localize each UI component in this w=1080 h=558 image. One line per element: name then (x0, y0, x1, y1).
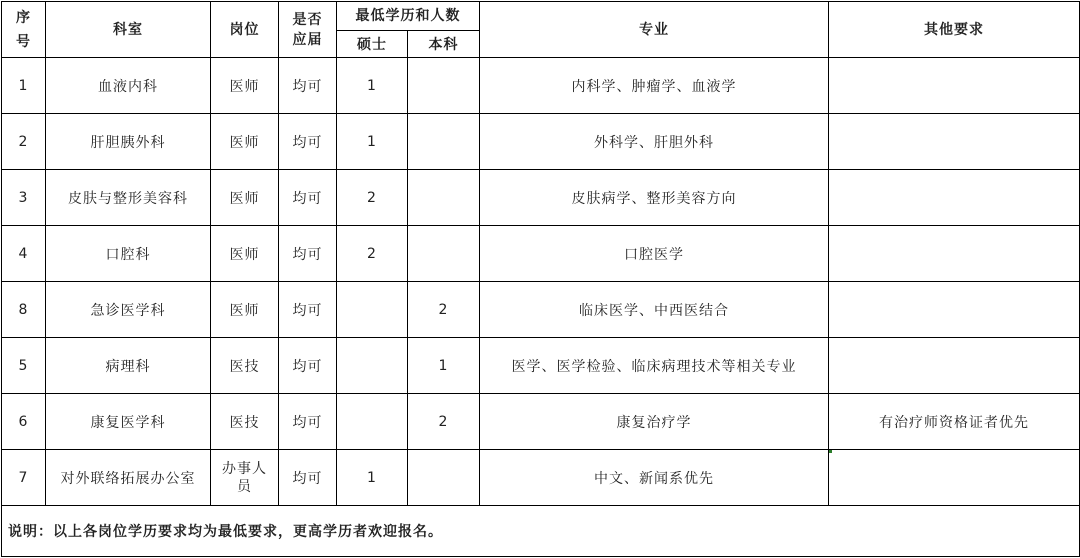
recruitment-table (1, 1, 1080, 557)
cell-fresh: 均可 (279, 338, 337, 394)
table-row (2, 338, 1080, 394)
cell-dept: 急诊医学科 (46, 282, 211, 338)
cell-bachelor: 2 (408, 394, 480, 450)
cell-seq: 6 (2, 394, 46, 450)
cell-fresh: 均可 (279, 170, 337, 226)
cell-seq: 8 (2, 282, 46, 338)
cell-dept: 肝胆胰外科 (46, 114, 211, 170)
cell-post: 医技 (211, 394, 279, 450)
cell-post: 医师 (211, 58, 279, 114)
header-master: 硕士 (337, 31, 408, 58)
cell-fresh: 均可 (279, 58, 337, 114)
cell-bachelor: 2 (408, 282, 480, 338)
cell-dept: 病理科 (46, 338, 211, 394)
table-row (2, 170, 1080, 226)
cell-dept: 血液内科 (46, 58, 211, 114)
header-other: 其他要求 (829, 2, 1080, 58)
cell-dept: 康复医学科 (46, 394, 211, 450)
cell-seq: 2 (2, 114, 46, 170)
header-dept: 科室 (46, 2, 211, 58)
cell-master: 2 (337, 226, 408, 282)
cell-master: 1 (337, 450, 408, 506)
cell-major: 医学、医学检验、临床病理技术等相关专业 (480, 338, 829, 394)
cell-other (829, 282, 1080, 338)
cell-master (337, 338, 408, 394)
cell-master: 1 (337, 58, 408, 114)
header-post: 岗位 (211, 2, 279, 58)
cell-post: 办事人员 (211, 450, 279, 506)
cell-bachelor (408, 226, 480, 282)
cell-bachelor (408, 170, 480, 226)
cell-other (829, 450, 1080, 506)
cell-dept: 对外联络拓展办公室 (46, 450, 211, 506)
table-row (2, 58, 1080, 114)
cell-major: 临床医学、中西医结合 (480, 282, 829, 338)
cell-bachelor (408, 450, 480, 506)
header-bachelor: 本科 (408, 31, 480, 58)
cell-major: 内科学、肿瘤学、血液学 (480, 58, 829, 114)
cell-other (829, 226, 1080, 282)
cell-seq: 5 (2, 338, 46, 394)
cell-bachelor (408, 58, 480, 114)
header-major: 专业 (480, 2, 829, 58)
cell-master (337, 394, 408, 450)
cell-other (829, 58, 1080, 114)
cell-fresh: 均可 (279, 450, 337, 506)
cell-master: 2 (337, 170, 408, 226)
cell-major: 外科学、肝胆外科 (480, 114, 829, 170)
cell-fresh: 均可 (279, 114, 337, 170)
table-row (2, 282, 1080, 338)
cell-post: 医师 (211, 114, 279, 170)
cell-post: 医师 (211, 170, 279, 226)
cell-post: 医技 (211, 338, 279, 394)
header-seq: 序号 (2, 2, 46, 58)
cell-fresh: 均可 (279, 394, 337, 450)
cell-post: 医师 (211, 226, 279, 282)
cell-major: 皮肤病学、整形美容方向 (480, 170, 829, 226)
cell-other: 有治疗师资格证者优先 (829, 394, 1080, 450)
footnote: 说明：以上各岗位学历要求均为最低要求，更高学历者欢迎报名。 (2, 506, 1080, 557)
table-row (2, 450, 1080, 506)
cell-fresh: 均可 (279, 282, 337, 338)
cell-other (829, 170, 1080, 226)
cell-bachelor: 1 (408, 338, 480, 394)
cell-post: 医师 (211, 282, 279, 338)
table-row (2, 394, 1080, 450)
cell-dept: 皮肤与整形美容科 (46, 170, 211, 226)
cell-seq: 3 (2, 170, 46, 226)
table-row (2, 226, 1080, 282)
cell-other (829, 114, 1080, 170)
cell-bachelor (408, 114, 480, 170)
cell-dept: 口腔科 (46, 226, 211, 282)
header-edu-group: 最低学历和人数 (337, 2, 480, 31)
cell-master: 1 (337, 114, 408, 170)
cell-master (337, 282, 408, 338)
cell-seq: 1 (2, 58, 46, 114)
cell-marker (829, 450, 832, 453)
cell-seq: 4 (2, 226, 46, 282)
cell-major: 中文、新闻系优先 (480, 450, 829, 506)
cell-major: 康复治疗学 (480, 394, 829, 450)
cell-fresh: 均可 (279, 226, 337, 282)
cell-seq: 7 (2, 450, 46, 506)
header-fresh: 是否应届 (279, 2, 337, 58)
cell-major: 口腔医学 (480, 226, 829, 282)
cell-other (829, 338, 1080, 394)
table-row (2, 114, 1080, 170)
